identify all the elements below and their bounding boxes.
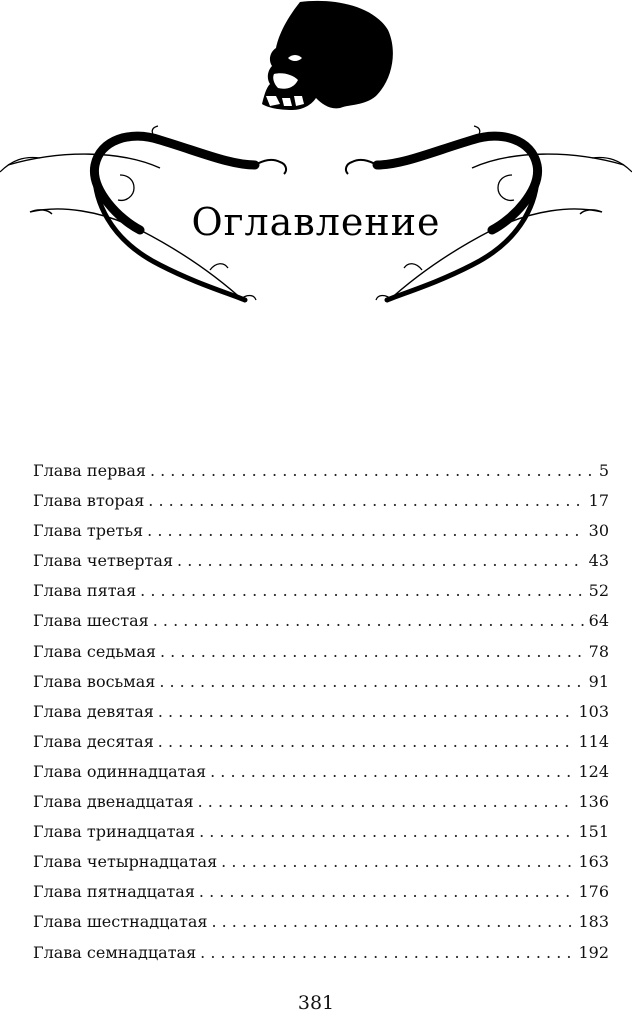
chapter-title: Глава одиннадцатая bbox=[33, 761, 207, 781]
chapter-title: Глава вторая bbox=[33, 491, 145, 511]
chapter-title: Глава пятнадцатая bbox=[33, 882, 195, 902]
toc-entry[interactable] bbox=[33, 606, 609, 636]
chapter-page: 43 bbox=[588, 551, 609, 571]
dot-leader bbox=[221, 847, 574, 877]
chapter-page: 78 bbox=[588, 641, 609, 661]
chapter-page: 183 bbox=[578, 912, 609, 932]
dot-leader bbox=[148, 486, 584, 516]
toc-entry[interactable] bbox=[33, 877, 609, 907]
chapter-page: 30 bbox=[588, 521, 609, 541]
dot-leader bbox=[198, 787, 575, 817]
chapter-page: 17 bbox=[588, 491, 609, 511]
toc-entry[interactable] bbox=[33, 637, 609, 667]
chapter-title: Глава восьмая bbox=[33, 671, 156, 691]
chapter-page: 5 bbox=[598, 461, 609, 480]
chapter-page: 64 bbox=[588, 611, 609, 631]
dot-leader bbox=[159, 667, 584, 697]
dot-leader bbox=[211, 907, 574, 937]
chapter-title: Глава шестнадцатая bbox=[33, 912, 208, 932]
chapter-page: 176 bbox=[578, 882, 609, 902]
dot-leader bbox=[200, 938, 574, 968]
page-title: Оглавление bbox=[191, 200, 441, 244]
dot-leader bbox=[210, 757, 574, 787]
dot-leader bbox=[160, 637, 585, 667]
chapter-page: 91 bbox=[588, 671, 609, 691]
chapter-title: Глава первая bbox=[33, 461, 146, 480]
dot-leader bbox=[153, 606, 585, 636]
table-of-contents bbox=[33, 456, 609, 968]
toc-entry[interactable] bbox=[33, 727, 609, 757]
toc-entry[interactable] bbox=[33, 847, 609, 877]
toc-entry[interactable] bbox=[33, 757, 609, 787]
chapter-title: Глава десятая bbox=[33, 731, 154, 751]
dot-leader bbox=[158, 697, 575, 727]
chapter-page: 192 bbox=[578, 942, 609, 962]
dot-leader bbox=[147, 516, 584, 546]
chapter-title: Глава девятая bbox=[33, 701, 154, 721]
chapter-title: Глава двенадцатая bbox=[33, 792, 194, 812]
toc-entry[interactable] bbox=[33, 697, 609, 727]
dot-leader bbox=[140, 576, 584, 606]
toc-entry[interactable] bbox=[33, 576, 609, 606]
chapter-page: 103 bbox=[578, 701, 609, 721]
chapter-title: Глава четвертая bbox=[33, 551, 174, 571]
flourish-ornament bbox=[0, 0, 632, 320]
toc-entry[interactable] bbox=[33, 546, 609, 576]
chapter-page: 124 bbox=[578, 761, 609, 781]
toc-entry[interactable] bbox=[33, 667, 609, 697]
chapter-page: 136 bbox=[578, 792, 609, 812]
chapter-page: 114 bbox=[578, 731, 609, 751]
chapter-title: Глава тринадцатая bbox=[33, 822, 196, 842]
toc-entry[interactable] bbox=[33, 516, 609, 546]
dot-leader bbox=[158, 727, 575, 757]
toc-entry[interactable] bbox=[33, 456, 609, 486]
chapter-title: Глава семнадцатая bbox=[33, 942, 197, 962]
toc-entry[interactable] bbox=[33, 907, 609, 937]
chapter-page: 163 bbox=[578, 852, 609, 872]
chapter-page: 151 bbox=[578, 822, 609, 842]
toc-entry[interactable] bbox=[33, 787, 609, 817]
dot-leader bbox=[199, 817, 574, 847]
skull-icon bbox=[262, 1, 393, 110]
page-number: 381 bbox=[297, 992, 335, 1014]
dot-leader bbox=[177, 546, 585, 576]
chapter-title: Глава третья bbox=[33, 521, 144, 541]
toc-entry[interactable] bbox=[33, 486, 609, 516]
dot-leader bbox=[150, 456, 591, 486]
chapter-title: Глава пятая bbox=[33, 581, 137, 601]
toc-entry[interactable] bbox=[33, 817, 609, 847]
chapter-title: Глава четырнадцатая bbox=[33, 852, 218, 872]
chapter-page: 52 bbox=[588, 581, 609, 601]
dot-leader bbox=[199, 877, 575, 907]
chapter-title: Глава седьмая bbox=[33, 641, 156, 661]
toc-entry[interactable] bbox=[33, 938, 609, 968]
chapter-title: Глава шестая bbox=[33, 611, 149, 631]
